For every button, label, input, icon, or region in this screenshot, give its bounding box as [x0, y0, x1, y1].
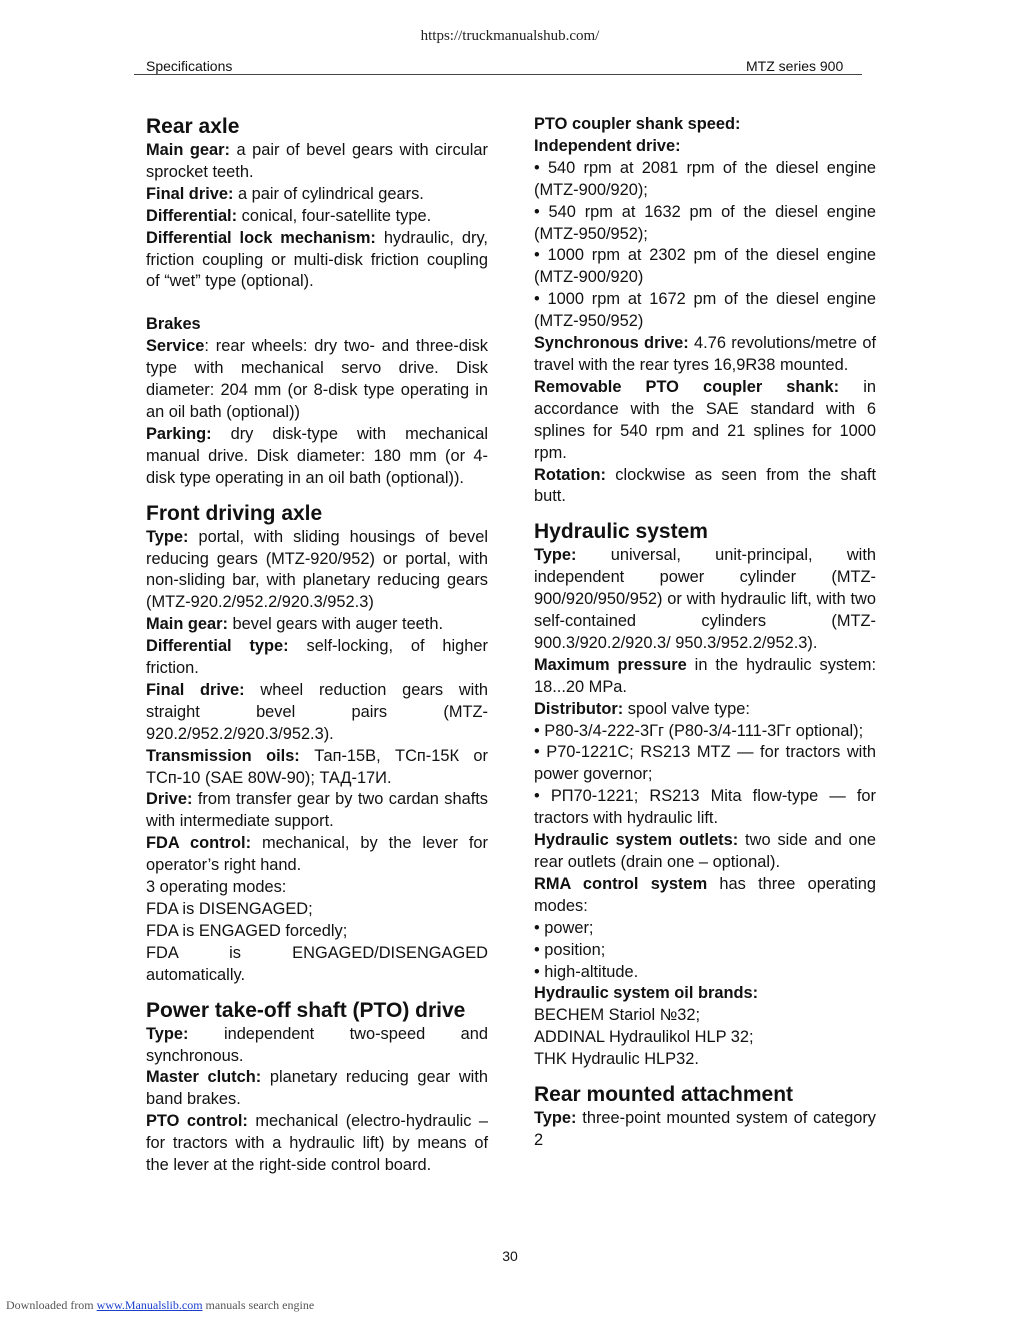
field-label: Hydraulic system outlets:: [534, 831, 739, 850]
field-value: hydraulic, dry, friction coupling or multi-disk friction coupling of “wet” type (optional).: [146, 228, 488, 291]
front-axle-heading: Front driving axle: [146, 501, 323, 525]
field-label: Rotation:: [534, 465, 606, 484]
field-value: a pair of bevel gears with circular sprocket teeth.: [146, 141, 488, 181]
rma-mode: • power;: [534, 918, 594, 937]
fda-mode-line: 3 operating modes:: [146, 878, 287, 897]
front-axle-main-gear: [146, 614, 488, 636]
field-label: Main gear:: [146, 141, 230, 159]
pto-drive-control: [146, 1111, 488, 1177]
rear-axle-main-gear: [146, 140, 488, 184]
right-column: [534, 114, 876, 1152]
field-label: Type:: [534, 1109, 577, 1128]
front-axle-final-drive: [146, 680, 488, 746]
fda-mode-line: FDA is ENGAGED forcedly;: [146, 921, 348, 940]
distributor-item: • РП70-1221; RS213 Mita flow-type — for tractors with hydraulic lift.: [534, 787, 876, 828]
page-number: 30: [502, 1248, 518, 1264]
field-label: Maximum pressure: [534, 655, 687, 674]
rma-mode: • position;: [534, 940, 606, 959]
field-label: Distributor:: [534, 699, 624, 718]
rear-axle-final-drive: [146, 184, 488, 206]
pto-independent-heading: Independent drive:: [534, 136, 681, 155]
download-footer: [6, 1298, 314, 1313]
footer-suffix: manuals search engine: [205, 1298, 315, 1312]
header-series-title: MTZ series 900: [746, 58, 844, 74]
field-value: mechanical, by the lever for operator’s right hand.: [146, 834, 488, 875]
hydraulic-outlets: [534, 830, 876, 874]
field-label: Master clutch:: [146, 1068, 262, 1087]
pto-speed-bullet: • 1000 rpm at 2302 pm of the diesel engine (MTZ-900/920): [534, 246, 876, 287]
hydraulic-pressure: [534, 655, 876, 699]
field-label: Removable PTO coupler shank:: [534, 377, 840, 396]
left-column: [146, 114, 488, 1177]
field-label: Hydraulic system oil brands:: [534, 984, 759, 1003]
pto-rotation: [534, 465, 876, 509]
field-value: mechanical (electro-hydraulic – for tractors with a hydraulic lift) by means of the lever at the right-side control board.: [146, 1112, 488, 1175]
field-label: Final drive:: [146, 184, 234, 203]
distributor-item: • Р70-1221С; RS213 MTZ — for tractors with power governor;: [534, 743, 876, 784]
field-value: from transfer gear by two cardan shafts with intermediate support.: [146, 790, 488, 831]
field-label: Final drive:: [146, 680, 245, 699]
brakes-heading: Brakes: [146, 315, 201, 334]
front-axle-drive: [146, 789, 488, 833]
footer-prefix: Downloaded from: [6, 1298, 94, 1312]
field-value: : rear wheels: dry two- and three-disk type with mechanical servo drive. Disk diameter: 204 mm (or 8-disk type operating in an oil bath (optional)): [146, 337, 488, 421]
field-value: has three operating modes:: [534, 874, 876, 915]
field-value: self-locking, of higher friction.: [146, 637, 488, 678]
rear-attachment-type: [534, 1108, 876, 1152]
field-value: Тап-15В, ТСп-15К or ТСп-10 (SAE 80W-90); ТАД-17И.: [146, 746, 489, 787]
fda-mode-line: FDA is DISENGAGED;: [146, 900, 313, 918]
field-value: clockwise as seen from the shaft butt.: [534, 465, 877, 506]
pto-drive-clutch: [146, 1067, 488, 1111]
field-value: 4.76 revolutions/metre of travel with the rear tyres 16,9R38 mounted.: [534, 334, 876, 374]
field-value: universal, unit-principal, with independent power cylinder (MTZ-900/920/950/952) or with hydraulic lift, with two self-contained cylinders (MTZ-900.3/920.2/920.3/ 950.3/952.2/952.3).: [534, 546, 876, 652]
field-label: RMA control system: [534, 874, 708, 893]
field-label: Differential type:: [146, 637, 289, 656]
rear-attachment-heading: Rear mounted attachment: [534, 1083, 794, 1107]
field-label: Differential lock mechanism:: [146, 228, 376, 247]
pto-sync-drive: [534, 333, 876, 377]
pto-coupler-shank: [534, 377, 876, 465]
pto-drive-type: [146, 1024, 488, 1068]
field-value: spool valve type:: [627, 699, 750, 718]
field-value: dry disk-type with mechanical manual drive. Disk diameter: 180 mm (or 4-disk type operating in an oil bath (optional)).: [146, 424, 488, 487]
oil-brand: ADDINAL Hydraulikol HLP 32;: [534, 1028, 754, 1047]
field-value: independent two-speed and synchronous.: [146, 1024, 488, 1065]
field-value: wheel reduction gears with straight bevel pairs (MTZ-920.2/952.2/920.3/952.3).: [146, 680, 488, 743]
rma-mode: • high-altitude.: [534, 962, 639, 981]
front-axle-fda-control: [146, 833, 488, 877]
field-value: three-point mounted system of category 2: [534, 1109, 876, 1149]
pto-speed-bullet: • 540 rpm at 2081 rpm of the diesel engine (MTZ-900/920);: [534, 158, 876, 199]
brakes-parking: [146, 424, 488, 490]
field-value: in accordance with the SAE standard with 6 splines for 540 rpm and 21 splines for 1000 rpm.: [534, 377, 876, 462]
front-axle-type: [146, 527, 488, 615]
header-section-title: Specifications: [146, 58, 233, 74]
manualslib-link[interactable]: www.Manualslib.com: [96, 1298, 203, 1312]
field-value: portal, with sliding housings of bevel reducing gears (MTZ-920/952) or portal, with non-sliding bar, with planetary reducing gears (MTZ-920.2/952.2/920.3/952.3): [146, 527, 488, 612]
hydraulic-distributor: [534, 699, 876, 721]
field-label: Service: [146, 337, 205, 356]
field-label: Synchronous drive:: [534, 334, 689, 353]
header-rule: [134, 74, 862, 75]
hydraulic-type: [534, 545, 876, 655]
pto-speed-heading: PTO coupler shank speed:: [534, 115, 741, 133]
fda-mode-line: FDA is ENGAGED/DISENGAGED automatically.: [146, 943, 488, 984]
rear-axle-diff-lock: [146, 228, 488, 294]
pto-speed-bullet: • 1000 rpm at 1672 pm of the diesel engine (MTZ-950/952): [534, 290, 876, 331]
field-label: Type:: [146, 527, 189, 546]
field-label: Main gear:: [146, 615, 228, 634]
hydraulic-oils-label: [534, 983, 876, 1005]
field-value: planetary reducing gear with band brakes.: [146, 1068, 488, 1109]
source-url: https://truckmanualshub.com/: [420, 28, 600, 44]
field-value: conical, four-satellite type.: [241, 206, 432, 225]
field-label: Differential:: [146, 206, 238, 225]
rear-axle-differential: [146, 206, 488, 228]
field-value: in the hydraulic system: 18...20 MPa.: [534, 655, 876, 696]
field-label: Parking:: [146, 424, 212, 443]
oil-brand: THK Hydraulic HLP32.: [534, 1050, 699, 1069]
field-label: Type:: [146, 1024, 189, 1043]
field-value: bevel gears with auger teeth.: [232, 615, 444, 634]
brakes-service: [146, 336, 488, 424]
pto-speed-bullet: • 540 rpm at 1632 pm of the diesel engine (MTZ-950/952);: [534, 202, 876, 243]
field-label: PTO control:: [146, 1112, 248, 1131]
field-label: Drive:: [146, 790, 193, 809]
field-value: two side and one rear outlets (drain one – optional).: [534, 831, 876, 871]
oil-brand: BECHEM Stariol №32;: [534, 1006, 701, 1025]
hydraulic-heading: Hydraulic system: [534, 520, 708, 544]
field-label: Transmission oils:: [146, 746, 300, 765]
field-label: Type:: [534, 546, 577, 565]
distributor-item: • Р80-3/4-222-3Гг (Р80-3/4-111-3Гг optional);: [534, 721, 864, 740]
rma-control: [534, 874, 876, 918]
pto-drive-heading: Power take-off shaft (PTO) drive: [146, 998, 466, 1022]
field-label: FDA control:: [146, 834, 252, 853]
front-axle-oils: [146, 746, 488, 790]
field-value: a pair of cylindrical gears.: [238, 184, 424, 203]
front-axle-diff-type: [146, 636, 488, 680]
rear-axle-heading: Rear axle: [146, 115, 240, 138]
